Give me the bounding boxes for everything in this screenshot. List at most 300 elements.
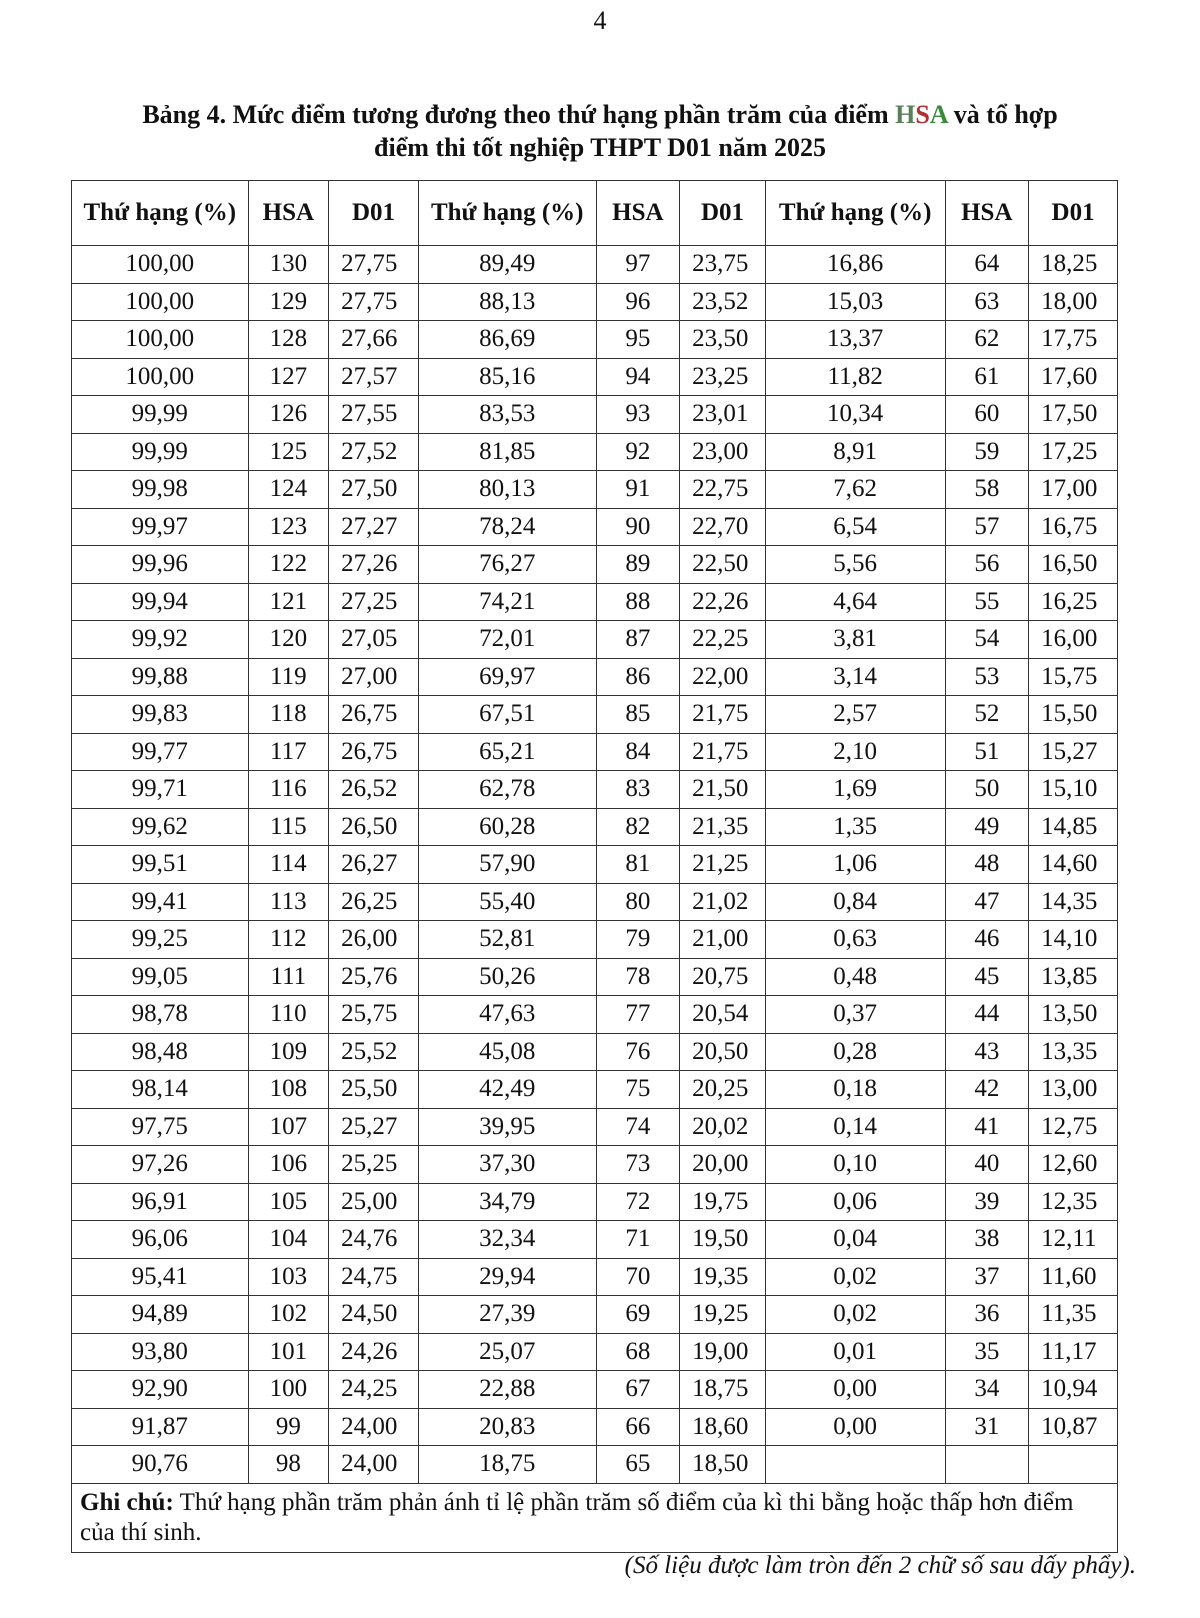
hsa-cell: 72	[596, 1183, 680, 1221]
d01-cell: 21,02	[680, 883, 766, 921]
hsa-cell: 126	[248, 396, 329, 434]
hsa-cell: 125	[248, 433, 329, 471]
rank-cell: 34,79	[418, 1183, 596, 1221]
d01-cell: 18,25	[1029, 246, 1118, 284]
d01-cell: 26,27	[329, 846, 419, 884]
hsa-cell: 65	[596, 1446, 680, 1484]
hsa-cell: 90	[596, 508, 680, 546]
rank-cell: 60,28	[418, 808, 596, 846]
hsa-cell: 130	[248, 246, 329, 284]
hsa-cell: 99	[248, 1408, 329, 1446]
d01-cell: 20,75	[680, 958, 766, 996]
d01-cell: 14,85	[1029, 808, 1118, 846]
d01-cell: 16,00	[1029, 621, 1118, 659]
hsa-cell: 85	[596, 696, 680, 734]
hsa-cell: 86	[596, 658, 680, 696]
d01-cell: 27,25	[329, 583, 419, 621]
hsa-cell: 58	[945, 471, 1029, 509]
column-header: Thứ hạng (%)	[418, 181, 596, 246]
rank-cell: 0,00	[765, 1371, 945, 1409]
table-row	[72, 1108, 1118, 1146]
d01-cell: 18,60	[680, 1408, 766, 1446]
d01-cell: 21,50	[680, 771, 766, 809]
d01-cell: 25,76	[329, 958, 419, 996]
table-row	[72, 658, 1118, 696]
d01-cell: 15,50	[1029, 696, 1118, 734]
d01-cell: 20,50	[680, 1033, 766, 1071]
table-body	[72, 246, 1118, 1553]
d01-cell: 14,60	[1029, 846, 1118, 884]
d01-cell: 19,35	[680, 1258, 766, 1296]
d01-cell: 13,85	[1029, 958, 1118, 996]
rank-cell: 29,94	[418, 1258, 596, 1296]
table-row	[72, 996, 1118, 1034]
rank-cell: 1,06	[765, 846, 945, 884]
d01-cell: 27,66	[329, 321, 419, 359]
hsa-cell: 52	[945, 696, 1029, 734]
d01-cell: 27,75	[329, 246, 419, 284]
rank-cell: 2,57	[765, 696, 945, 734]
hsa-cell: 66	[596, 1408, 680, 1446]
score-table	[71, 180, 1118, 1553]
table-row	[72, 1296, 1118, 1334]
d01-cell: 11,60	[1029, 1258, 1118, 1296]
rank-cell: 100,00	[72, 246, 249, 284]
title-hsa-h: H	[895, 100, 916, 129]
hsa-cell: 51	[945, 733, 1029, 771]
hsa-cell: 116	[248, 771, 329, 809]
hsa-cell: 89	[596, 546, 680, 584]
note-text: Thứ hạng phần trăm phản ánh tỉ lệ phần trăm số điểm của kì thi bằng hoặc thấp hơn điểm của thí sinh.	[80, 1488, 1074, 1546]
hsa-cell: 79	[596, 921, 680, 959]
hsa-cell: 73	[596, 1146, 680, 1184]
hsa-cell: 119	[248, 658, 329, 696]
d01-cell: 26,75	[329, 696, 419, 734]
rank-cell: 100,00	[72, 358, 249, 396]
d01-cell: 27,50	[329, 471, 419, 509]
rank-cell: 5,56	[765, 546, 945, 584]
rank-cell: 99,62	[72, 808, 249, 846]
table-row	[72, 246, 1118, 284]
hsa-cell: 46	[945, 921, 1029, 959]
d01-cell: 11,17	[1029, 1333, 1118, 1371]
hsa-cell: 36	[945, 1296, 1029, 1334]
rank-cell: 8,91	[765, 433, 945, 471]
rank-cell: 69,97	[418, 658, 596, 696]
d01-cell: 27,52	[329, 433, 419, 471]
note-row	[72, 1483, 1118, 1552]
table-row	[72, 846, 1118, 884]
hsa-cell: 124	[248, 471, 329, 509]
d01-cell: 23,01	[680, 396, 766, 434]
table-row	[72, 1258, 1118, 1296]
d01-cell: 17,00	[1029, 471, 1118, 509]
rank-cell: 37,30	[418, 1146, 596, 1184]
rank-cell: 13,37	[765, 321, 945, 359]
column-header: D01	[329, 181, 419, 246]
hsa-cell: 111	[248, 958, 329, 996]
rank-cell: 0,00	[765, 1408, 945, 1446]
hsa-cell: 35	[945, 1333, 1029, 1371]
hsa-cell: 50	[945, 771, 1029, 809]
table-title	[60, 98, 1140, 164]
d01-cell: 25,00	[329, 1183, 419, 1221]
d01-cell: 27,57	[329, 358, 419, 396]
d01-cell	[1029, 1446, 1118, 1484]
rank-cell: 3,81	[765, 621, 945, 659]
d01-cell: 10,94	[1029, 1371, 1118, 1409]
title-line2: điểm thi tốt nghiệp THPT D01 năm 2025	[374, 133, 826, 162]
note-cell	[72, 1483, 1118, 1552]
rank-cell: 65,21	[418, 733, 596, 771]
title-line1-prefix: Bảng 4. Mức điểm tương đương theo thứ hạng phần trăm của điểm	[142, 100, 896, 129]
d01-cell: 27,05	[329, 621, 419, 659]
rank-cell: 0,14	[765, 1108, 945, 1146]
rank-cell: 39,95	[418, 1108, 596, 1146]
hsa-cell: 121	[248, 583, 329, 621]
hsa-cell: 128	[248, 321, 329, 359]
hsa-cell: 115	[248, 808, 329, 846]
rank-cell: 76,27	[418, 546, 596, 584]
hsa-cell: 94	[596, 358, 680, 396]
rank-cell: 99,96	[72, 546, 249, 584]
d01-cell: 12,11	[1029, 1221, 1118, 1259]
hsa-cell: 67	[596, 1371, 680, 1409]
d01-cell: 17,50	[1029, 396, 1118, 434]
rank-cell: 4,64	[765, 583, 945, 621]
rank-cell: 99,41	[72, 883, 249, 921]
d01-cell: 26,25	[329, 883, 419, 921]
d01-cell: 22,50	[680, 546, 766, 584]
table-row	[72, 1446, 1118, 1484]
table-row	[72, 696, 1118, 734]
hsa-cell: 78	[596, 958, 680, 996]
rank-cell: 78,24	[418, 508, 596, 546]
rank-cell: 97,75	[72, 1108, 249, 1146]
hsa-cell: 45	[945, 958, 1029, 996]
hsa-cell: 56	[945, 546, 1029, 584]
hsa-cell: 120	[248, 621, 329, 659]
column-header: HSA	[945, 181, 1029, 246]
table-row	[72, 771, 1118, 809]
hsa-cell: 74	[596, 1108, 680, 1146]
hsa-cell: 88	[596, 583, 680, 621]
rank-cell: 98,48	[72, 1033, 249, 1071]
hsa-cell: 42	[945, 1071, 1029, 1109]
d01-cell: 12,75	[1029, 1108, 1118, 1146]
rank-cell: 85,16	[418, 358, 596, 396]
d01-cell: 20,02	[680, 1108, 766, 1146]
hsa-cell: 68	[596, 1333, 680, 1371]
hsa-cell: 31	[945, 1408, 1029, 1446]
rank-cell: 15,03	[765, 283, 945, 321]
rank-cell: 99,92	[72, 621, 249, 659]
d01-cell: 21,00	[680, 921, 766, 959]
d01-cell: 19,75	[680, 1183, 766, 1221]
hsa-cell: 109	[248, 1033, 329, 1071]
table-row	[72, 583, 1118, 621]
rank-cell: 11,82	[765, 358, 945, 396]
hsa-cell: 70	[596, 1258, 680, 1296]
hsa-cell: 122	[248, 546, 329, 584]
d01-cell: 13,00	[1029, 1071, 1118, 1109]
hsa-cell: 93	[596, 396, 680, 434]
rank-cell: 0,04	[765, 1221, 945, 1259]
rank-cell: 62,78	[418, 771, 596, 809]
d01-cell: 16,25	[1029, 583, 1118, 621]
rank-cell: 93,80	[72, 1333, 249, 1371]
hsa-cell: 104	[248, 1221, 329, 1259]
hsa-cell: 44	[945, 996, 1029, 1034]
d01-cell: 14,10	[1029, 921, 1118, 959]
d01-cell: 24,25	[329, 1371, 419, 1409]
hsa-cell: 40	[945, 1146, 1029, 1184]
rank-cell: 94,89	[72, 1296, 249, 1334]
hsa-cell: 96	[596, 283, 680, 321]
hsa-cell: 41	[945, 1108, 1029, 1146]
hsa-cell: 114	[248, 846, 329, 884]
rank-cell: 0,06	[765, 1183, 945, 1221]
rank-cell: 3,14	[765, 658, 945, 696]
hsa-cell: 113	[248, 883, 329, 921]
rank-cell: 88,13	[418, 283, 596, 321]
hsa-cell: 91	[596, 471, 680, 509]
column-header: HSA	[596, 181, 680, 246]
hsa-cell: 107	[248, 1108, 329, 1146]
d01-cell: 24,76	[329, 1221, 419, 1259]
header-row	[72, 181, 1118, 246]
table-row	[72, 283, 1118, 321]
rank-cell: 45,08	[418, 1033, 596, 1071]
d01-cell: 21,75	[680, 733, 766, 771]
table-row	[72, 358, 1118, 396]
rank-cell	[765, 1446, 945, 1484]
hsa-cell: 61	[945, 358, 1029, 396]
hsa-cell: 97	[596, 246, 680, 284]
table-row	[72, 1146, 1118, 1184]
rank-cell: 22,88	[418, 1371, 596, 1409]
d01-cell: 25,25	[329, 1146, 419, 1184]
d01-cell: 22,25	[680, 621, 766, 659]
d01-cell: 23,25	[680, 358, 766, 396]
hsa-cell: 49	[945, 808, 1029, 846]
table-row	[72, 396, 1118, 434]
rank-cell: 95,41	[72, 1258, 249, 1296]
d01-cell: 10,87	[1029, 1408, 1118, 1446]
d01-cell: 24,26	[329, 1333, 419, 1371]
hsa-cell: 110	[248, 996, 329, 1034]
hsa-cell: 117	[248, 733, 329, 771]
rank-cell: 20,83	[418, 1408, 596, 1446]
rank-cell: 99,83	[72, 696, 249, 734]
column-header: Thứ hạng (%)	[72, 181, 249, 246]
d01-cell: 24,00	[329, 1408, 419, 1446]
hsa-cell: 118	[248, 696, 329, 734]
rank-cell: 25,07	[418, 1333, 596, 1371]
hsa-cell: 69	[596, 1296, 680, 1334]
rank-cell: 100,00	[72, 283, 249, 321]
rank-cell: 67,51	[418, 696, 596, 734]
rank-cell: 99,88	[72, 658, 249, 696]
rank-cell: 83,53	[418, 396, 596, 434]
hsa-cell: 57	[945, 508, 1029, 546]
d01-cell: 19,00	[680, 1333, 766, 1371]
table-row	[72, 471, 1118, 509]
hsa-cell: 98	[248, 1446, 329, 1484]
d01-cell: 19,50	[680, 1221, 766, 1259]
d01-cell: 25,27	[329, 1108, 419, 1146]
hsa-cell: 63	[945, 283, 1029, 321]
hsa-cell: 80	[596, 883, 680, 921]
rank-cell: 99,94	[72, 583, 249, 621]
hsa-cell: 55	[945, 583, 1029, 621]
d01-cell: 27,75	[329, 283, 419, 321]
d01-cell: 19,25	[680, 1296, 766, 1334]
hsa-cell: 82	[596, 808, 680, 846]
table-row	[72, 321, 1118, 359]
rank-cell: 52,81	[418, 921, 596, 959]
hsa-cell: 53	[945, 658, 1029, 696]
rank-cell: 89,49	[418, 246, 596, 284]
rank-cell: 100,00	[72, 321, 249, 359]
d01-cell: 24,75	[329, 1258, 419, 1296]
hsa-cell: 112	[248, 921, 329, 959]
hsa-cell: 129	[248, 283, 329, 321]
rank-cell: 99,98	[72, 471, 249, 509]
rank-cell: 80,13	[418, 471, 596, 509]
rank-cell: 96,06	[72, 1221, 249, 1259]
rank-cell: 86,69	[418, 321, 596, 359]
rank-cell: 0,48	[765, 958, 945, 996]
d01-cell: 26,75	[329, 733, 419, 771]
d01-cell: 16,50	[1029, 546, 1118, 584]
rank-cell: 6,54	[765, 508, 945, 546]
table-row	[72, 958, 1118, 996]
rank-cell: 98,78	[72, 996, 249, 1034]
hsa-cell: 75	[596, 1071, 680, 1109]
d01-cell: 16,75	[1029, 508, 1118, 546]
rank-cell: 99,51	[72, 846, 249, 884]
d01-cell: 15,27	[1029, 733, 1118, 771]
rank-cell: 99,99	[72, 396, 249, 434]
d01-cell: 21,35	[680, 808, 766, 846]
d01-cell: 20,25	[680, 1071, 766, 1109]
d01-cell: 26,52	[329, 771, 419, 809]
d01-cell: 24,50	[329, 1296, 419, 1334]
d01-cell: 27,26	[329, 546, 419, 584]
table-row	[72, 433, 1118, 471]
hsa-cell: 60	[945, 396, 1029, 434]
table-row	[72, 733, 1118, 771]
hsa-cell: 87	[596, 621, 680, 659]
d01-cell: 11,35	[1029, 1296, 1118, 1334]
d01-cell: 23,75	[680, 246, 766, 284]
d01-cell: 23,52	[680, 283, 766, 321]
score-table-container	[71, 180, 1118, 1553]
column-header: D01	[1029, 181, 1118, 246]
rank-cell: 57,90	[418, 846, 596, 884]
rounding-footnote: (Số liệu được làm tròn đến 2 chữ số sau dấy phẩy).	[624, 1552, 1136, 1579]
note-label: Ghi chú:	[80, 1488, 174, 1516]
d01-cell: 26,50	[329, 808, 419, 846]
rank-cell: 10,34	[765, 396, 945, 434]
d01-cell: 12,60	[1029, 1146, 1118, 1184]
rank-cell: 50,26	[418, 958, 596, 996]
column-header: HSA	[248, 181, 329, 246]
d01-cell: 27,55	[329, 396, 419, 434]
hsa-cell: 59	[945, 433, 1029, 471]
hsa-cell: 62	[945, 321, 1029, 359]
title-line1-suffix: và tổ hợp	[947, 100, 1058, 129]
column-header: Thứ hạng (%)	[765, 181, 945, 246]
rank-cell: 0,63	[765, 921, 945, 959]
hsa-cell: 108	[248, 1071, 329, 1109]
table-row	[72, 1183, 1118, 1221]
d01-cell: 22,70	[680, 508, 766, 546]
d01-cell: 18,75	[680, 1371, 766, 1409]
table-row	[72, 1033, 1118, 1071]
d01-cell: 25,75	[329, 996, 419, 1034]
hsa-cell: 47	[945, 883, 1029, 921]
rank-cell: 1,69	[765, 771, 945, 809]
rank-cell: 32,34	[418, 1221, 596, 1259]
d01-cell: 23,00	[680, 433, 766, 471]
hsa-cell: 43	[945, 1033, 1029, 1071]
d01-cell: 20,00	[680, 1146, 766, 1184]
table-row	[72, 921, 1118, 959]
hsa-cell: 100	[248, 1371, 329, 1409]
hsa-cell: 37	[945, 1258, 1029, 1296]
rank-cell: 0,37	[765, 996, 945, 1034]
d01-cell: 27,00	[329, 658, 419, 696]
rank-cell: 90,76	[72, 1446, 249, 1484]
rank-cell: 91,87	[72, 1408, 249, 1446]
rank-cell: 0,02	[765, 1296, 945, 1334]
d01-cell: 17,60	[1029, 358, 1118, 396]
rank-cell: 0,18	[765, 1071, 945, 1109]
rank-cell: 27,39	[418, 1296, 596, 1334]
d01-cell: 12,35	[1029, 1183, 1118, 1221]
hsa-cell: 103	[248, 1258, 329, 1296]
rank-cell: 1,35	[765, 808, 945, 846]
hsa-cell	[945, 1446, 1029, 1484]
rank-cell: 18,75	[418, 1446, 596, 1484]
d01-cell: 21,25	[680, 846, 766, 884]
hsa-cell: 39	[945, 1183, 1029, 1221]
table-row	[72, 1371, 1118, 1409]
d01-cell: 26,00	[329, 921, 419, 959]
rank-cell: 96,91	[72, 1183, 249, 1221]
hsa-cell: 102	[248, 1296, 329, 1334]
d01-cell: 17,25	[1029, 433, 1118, 471]
table-row	[72, 1333, 1118, 1371]
d01-cell: 15,10	[1029, 771, 1118, 809]
d01-cell: 22,00	[680, 658, 766, 696]
page-number: 4	[593, 6, 607, 35]
hsa-cell: 77	[596, 996, 680, 1034]
d01-cell: 27,27	[329, 508, 419, 546]
rank-cell: 99,77	[72, 733, 249, 771]
table-row	[72, 883, 1118, 921]
hsa-cell: 101	[248, 1333, 329, 1371]
d01-cell: 17,75	[1029, 321, 1118, 359]
rank-cell: 16,86	[765, 246, 945, 284]
rank-cell: 0,10	[765, 1146, 945, 1184]
title-hsa-a: A	[929, 100, 948, 129]
hsa-cell: 64	[945, 246, 1029, 284]
hsa-cell: 105	[248, 1183, 329, 1221]
d01-cell: 14,35	[1029, 883, 1118, 921]
